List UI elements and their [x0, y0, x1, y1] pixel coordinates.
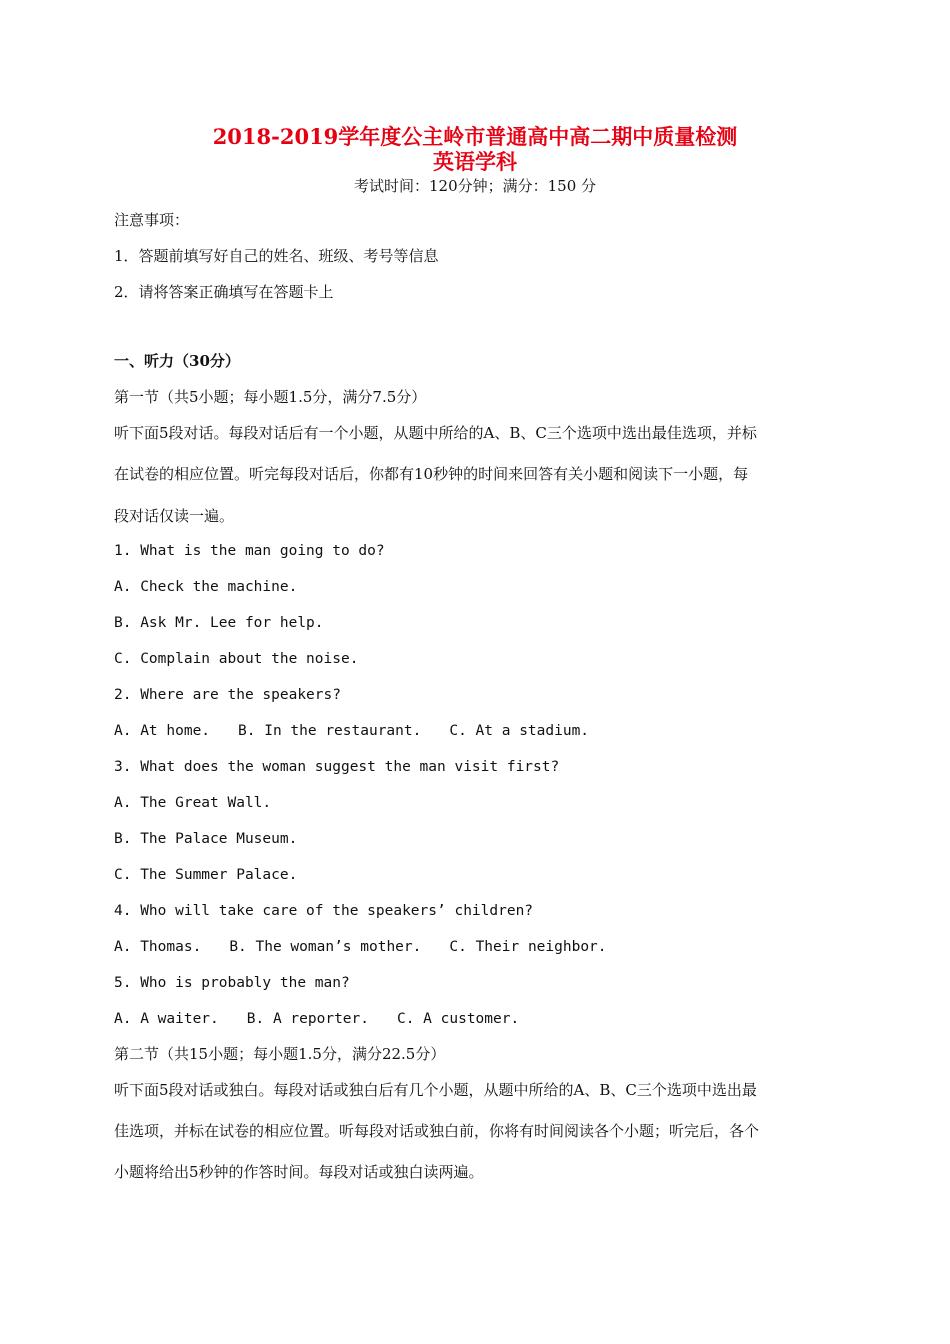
question-option: B. A reporter. [246, 1011, 369, 1027]
part1-instruction-line: 听下面5段对话。每段对话后有一个小题，从题中所给的A、B、C三个选项中选出最佳选项，并标 [114, 424, 757, 442]
exam-info: 考试时间：120分钟；满分：150 分 [353, 177, 597, 195]
question-option: A. Thomas. [114, 939, 202, 955]
note-item: 2．请将答案正确填写在答题卡上 [114, 283, 334, 301]
question-option: B. In the restaurant. [238, 723, 422, 739]
question-option: C. The Summer Palace. [114, 867, 298, 883]
question-options-row [114, 721, 589, 741]
question-option: C. Complain about the noise. [114, 651, 359, 667]
exam-title: 2018-2019学年度公主岭市普通高中高二期中质量检测 [212, 124, 738, 149]
part2-heading: 第二节（共15小题；每小题1.5分，满分22.5分） [114, 1045, 446, 1063]
part1-instruction-line: 段对话仅读一遍。 [114, 507, 235, 525]
question-option: A. At home. [114, 723, 211, 739]
note-item: 1．答题前填写好自己的姓名、班级、考号等信息 [114, 247, 439, 265]
question-stem: 2. Where are the speakers? [114, 687, 341, 703]
question-option: B. Ask Mr. Lee for help. [114, 615, 324, 631]
question-option: C. Their neighbor. [449, 939, 607, 955]
question-stem: 3. What does the woman suggest the man visit first? [114, 759, 560, 775]
part2-instruction-line: 听下面5段对话或独白。每段对话或独白后有几个小题，从题中所给的A、B、C三个选项中选出最 [114, 1081, 757, 1099]
question-options-row [114, 937, 607, 957]
question-option: C. At a stadium. [449, 723, 590, 739]
question-stem: 4. Who will take care of the speakers’ children? [114, 903, 534, 919]
part2-instruction-line: 佳选项，并标在试卷的相应位置。听每段对话或独白前，你将有时间阅读各个小题；听完后，各个 [114, 1122, 760, 1140]
part2-instruction-line: 小题将给出5秒钟的作答时间。每段对话或独白读两遍。 [114, 1163, 484, 1181]
question-option: A. A waiter. [114, 1011, 219, 1027]
subject-title: 英语学科 [433, 149, 517, 174]
question-option: A. Check the machine. [114, 579, 298, 595]
part1-instruction-line: 在试卷的相应位置。听完每段对话后，你都有10秒钟的时间来回答有关小题和阅读下一小题，每 [114, 465, 749, 483]
part1-heading: 第一节（共5小题；每小题1.5分，满分7.5分） [114, 388, 427, 406]
question-option: C. A customer. [396, 1011, 520, 1027]
question-stem: 5. Who is probably the man? [114, 975, 350, 991]
notes-heading: 注意事项： [114, 211, 190, 229]
question-stem: 1. What is the man going to do? [114, 543, 385, 559]
question-options-row [114, 1009, 519, 1029]
section-heading: 一、听力（30分） [114, 352, 240, 370]
question-option: B. The woman’s mother. [229, 939, 422, 955]
question-option: B. The Palace Museum. [114, 831, 298, 847]
question-option: A. The Great Wall. [114, 795, 272, 811]
